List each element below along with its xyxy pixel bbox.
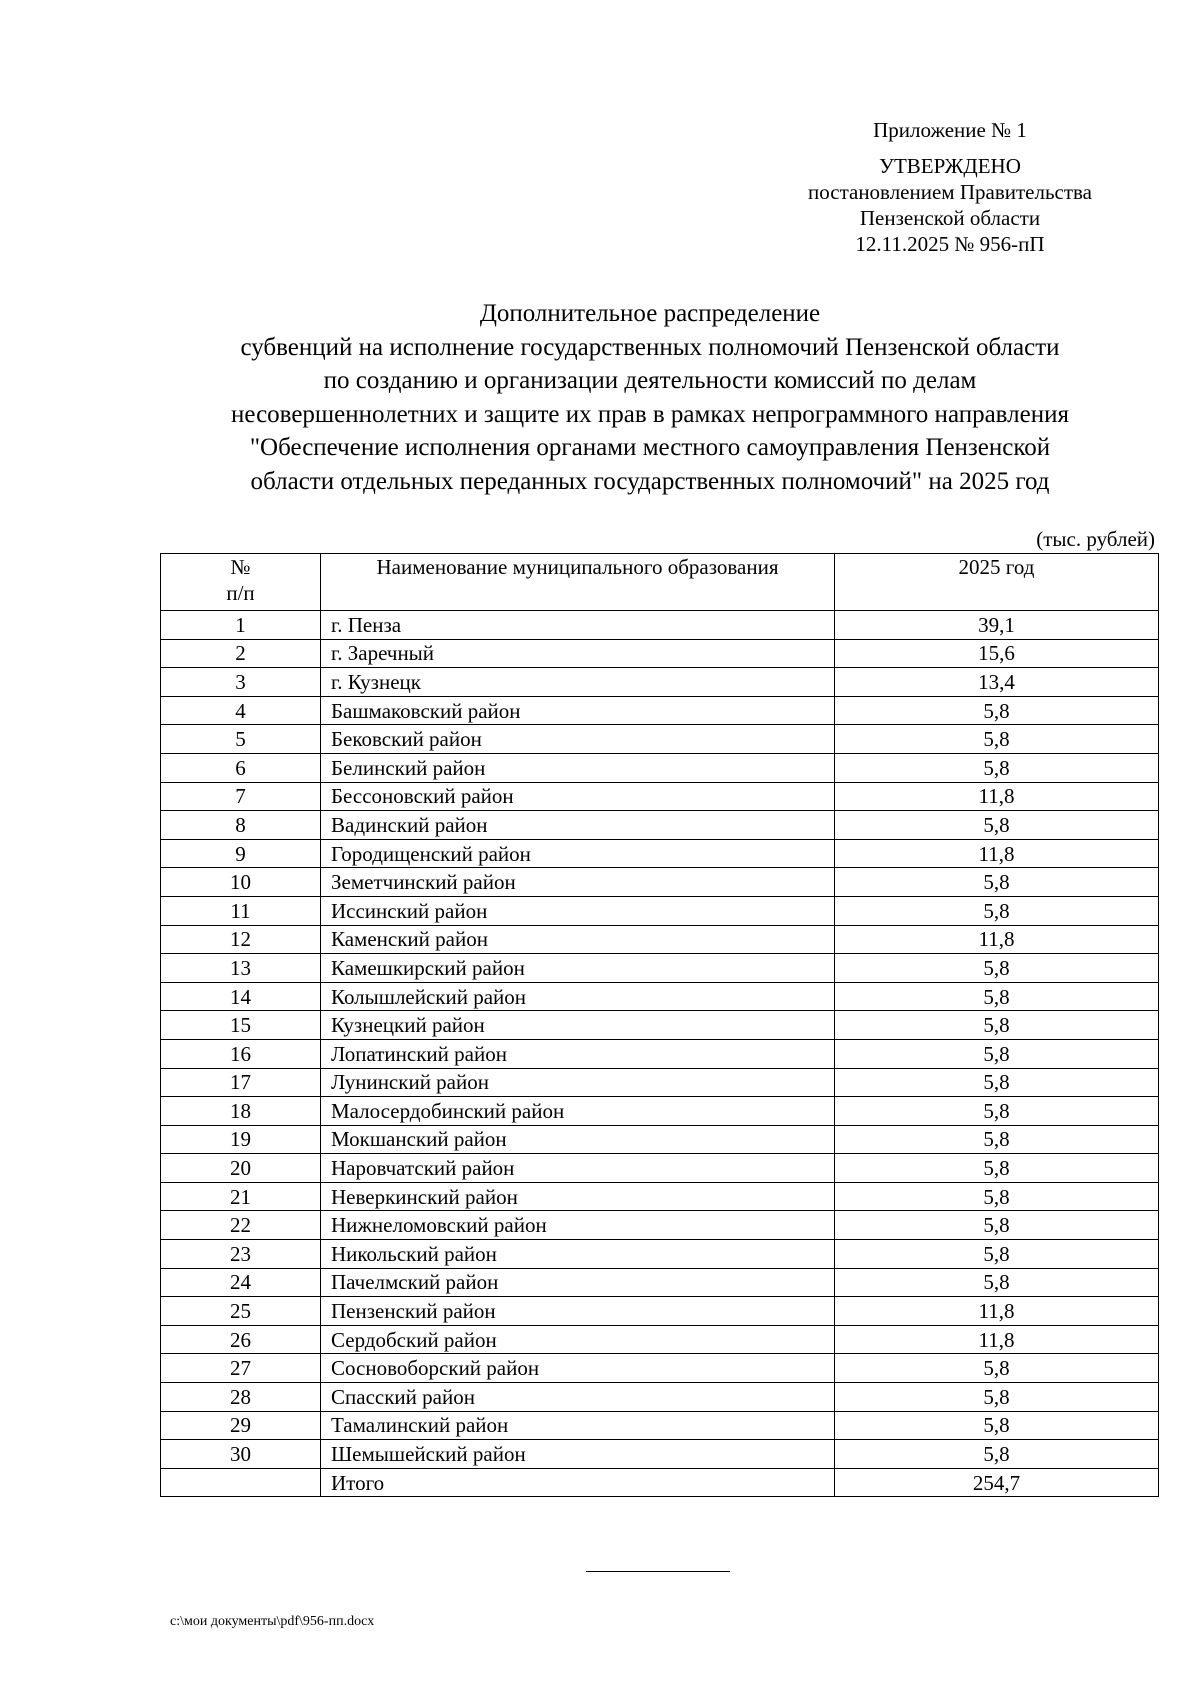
title-line: несовершеннолетних и защите их прав в рамках непрограммного направления	[230, 400, 1069, 428]
table-row	[161, 1125, 1159, 1154]
row-name: Бессоновский район	[321, 782, 835, 811]
row-num: 14	[161, 982, 321, 1011]
table-row	[161, 1354, 1159, 1383]
row-value: 39,1	[835, 611, 1159, 640]
table-row	[161, 668, 1159, 697]
row-value: 5,8	[835, 954, 1159, 983]
row-value: 5,8	[835, 1182, 1159, 1211]
table-row	[161, 925, 1159, 954]
row-name: Вадинский район	[321, 811, 835, 840]
row-num: 1	[161, 611, 321, 640]
row-num: 7	[161, 782, 321, 811]
row-value: 5,8	[835, 1125, 1159, 1154]
row-name: Колышлейский район	[321, 982, 835, 1011]
table-row	[161, 1039, 1159, 1068]
table-row	[161, 1182, 1159, 1211]
row-num: 3	[161, 668, 321, 697]
row-name: Лунинский район	[321, 1068, 835, 1097]
row-name: Никольский район	[321, 1240, 835, 1269]
row-num: 11	[161, 896, 321, 925]
row-num: 24	[161, 1268, 321, 1297]
row-num: 25	[161, 1297, 321, 1326]
table-row	[161, 954, 1159, 983]
row-value: 13,4	[835, 668, 1159, 697]
end-rule	[586, 1571, 730, 1572]
row-num: 15	[161, 1011, 321, 1040]
row-name: Наровчатский район	[321, 1154, 835, 1183]
row-name: г. Пенза	[321, 611, 835, 640]
table-row	[161, 1097, 1159, 1126]
row-name: Пензенский район	[321, 1297, 835, 1326]
row-name: Мокшанский район	[321, 1125, 835, 1154]
distribution-table	[160, 553, 1159, 1497]
table-row	[161, 839, 1159, 868]
row-num: 27	[161, 1354, 321, 1383]
document-title	[150, 297, 1150, 498]
row-name: Пачелмский район	[321, 1268, 835, 1297]
title-line: "Обеспечение исполнения органами местного самоуправления Пензенской	[249, 434, 1051, 461]
row-num: 5	[161, 725, 321, 754]
row-value: 5,8	[835, 868, 1159, 897]
title-line: субвенций на исполнение государственных полномочий Пензенской области	[240, 333, 1060, 361]
table-row	[161, 1411, 1159, 1440]
row-name: Кузнецкий район	[321, 1011, 835, 1040]
table-row	[161, 896, 1159, 925]
table-row	[161, 811, 1159, 840]
file-path-footer: c:\мои документы\pdf\956-пп.docx	[170, 1614, 375, 1629]
decree-reference: 12.11.2025 № 956-пП	[855, 232, 1045, 256]
header-num-pp: п/п	[226, 581, 255, 605]
row-value: 11,8	[835, 925, 1159, 954]
row-num: 10	[161, 868, 321, 897]
table-row	[161, 1268, 1159, 1297]
table-row	[161, 1297, 1159, 1326]
row-name: Лопатинский район	[321, 1039, 835, 1068]
row-num: 21	[161, 1182, 321, 1211]
row-num: 13	[161, 954, 321, 983]
row-value: 5,8	[835, 811, 1159, 840]
row-num: 12	[161, 925, 321, 954]
annex-label: Приложение № 1	[873, 118, 1027, 142]
row-num: 22	[161, 1211, 321, 1240]
row-num: 9	[161, 839, 321, 868]
row-name: Башмаковский район	[321, 696, 835, 725]
row-name: Шемышейский район	[321, 1440, 835, 1469]
row-name: Городищенский район	[321, 839, 835, 868]
table-row	[161, 782, 1159, 811]
row-value: 254,7	[835, 1468, 1159, 1497]
row-value: 5,8	[835, 1383, 1159, 1412]
row-value: 5,8	[835, 1039, 1159, 1068]
header-year: 2025 год	[835, 554, 1159, 611]
table-row	[161, 696, 1159, 725]
title-line: области отдельных переданных государственных полномочий" на 2025 год	[250, 467, 1050, 495]
row-value: 5,8	[835, 1411, 1159, 1440]
row-value: 15,6	[835, 639, 1159, 668]
row-name: Итого	[321, 1468, 835, 1497]
table-row	[161, 725, 1159, 754]
table-row	[161, 1383, 1159, 1412]
row-value: 5,8	[835, 1097, 1159, 1126]
approved-region: Пензенской области	[859, 206, 1041, 230]
row-num: 8	[161, 811, 321, 840]
table-row	[161, 1068, 1159, 1097]
row-value: 5,8	[835, 982, 1159, 1011]
table-row	[161, 982, 1159, 1011]
table-row	[161, 753, 1159, 782]
total-row	[161, 1468, 1159, 1497]
table-row	[161, 1154, 1159, 1183]
row-name: Сосновоборский район	[321, 1354, 835, 1383]
row-value: 5,8	[835, 1354, 1159, 1383]
row-name: Иссинский район	[321, 896, 835, 925]
row-num: 23	[161, 1240, 321, 1269]
row-value: 5,8	[835, 1154, 1159, 1183]
row-value: 11,8	[835, 782, 1159, 811]
row-num: 6	[161, 753, 321, 782]
row-name: Земетчинский район	[321, 868, 835, 897]
row-name: Тамалинский район	[321, 1411, 835, 1440]
row-num: 20	[161, 1154, 321, 1183]
row-value: 11,8	[835, 839, 1159, 868]
row-num: 30	[161, 1440, 321, 1469]
row-num: 28	[161, 1383, 321, 1412]
row-value: 5,8	[835, 1068, 1159, 1097]
row-name: Неверкинский район	[321, 1182, 835, 1211]
table-header-row	[161, 554, 1159, 611]
title-line: по созданию и организации деятельности комиссий по делам	[323, 367, 977, 394]
row-value: 5,8	[835, 1240, 1159, 1269]
header-num	[161, 554, 321, 611]
table-row	[161, 611, 1159, 640]
row-name: Бековский район	[321, 725, 835, 754]
table-body	[161, 611, 1159, 1497]
table-row	[161, 1011, 1159, 1040]
row-name: Каменский район	[321, 925, 835, 954]
row-num: 2	[161, 639, 321, 668]
row-value: 5,8	[835, 896, 1159, 925]
row-name: Белинский район	[321, 753, 835, 782]
row-value: 5,8	[835, 725, 1159, 754]
table-row	[161, 1440, 1159, 1469]
row-num: 19	[161, 1125, 321, 1154]
row-name: Нижнеломовский район	[321, 1211, 835, 1240]
row-value: 5,8	[835, 1440, 1159, 1469]
approved-by: постановлением Правительства	[807, 180, 1092, 204]
row-value: 5,8	[835, 696, 1159, 725]
approved-label: УТВЕРЖДЕНО	[879, 154, 1021, 178]
row-num: 18	[161, 1097, 321, 1126]
row-value: 5,8	[835, 1211, 1159, 1240]
row-value: 5,8	[835, 1268, 1159, 1297]
header-num-symbol: №	[230, 555, 251, 579]
row-value: 11,8	[835, 1325, 1159, 1354]
row-name: г. Кузнецк	[321, 668, 835, 697]
table-row	[161, 639, 1159, 668]
row-num: 17	[161, 1068, 321, 1097]
row-num: 16	[161, 1039, 321, 1068]
row-num	[161, 1468, 321, 1497]
row-name: Спасский район	[321, 1383, 835, 1412]
table-row	[161, 1240, 1159, 1269]
row-value: 11,8	[835, 1297, 1159, 1326]
title-line: Дополнительное распределение	[479, 300, 821, 327]
table-row	[161, 1325, 1159, 1354]
table-row	[161, 868, 1159, 897]
table-row	[161, 1211, 1159, 1240]
row-value: 5,8	[835, 753, 1159, 782]
row-name: Малосердобинский район	[321, 1097, 835, 1126]
row-num: 29	[161, 1411, 321, 1440]
header-name: Наименование муниципального образования	[321, 554, 835, 611]
row-num: 4	[161, 696, 321, 725]
row-name: г. Заречный	[321, 639, 835, 668]
row-num: 26	[161, 1325, 321, 1354]
units-label: (тыс. рублей)	[1036, 527, 1155, 551]
row-value: 5,8	[835, 1011, 1159, 1040]
row-name: Сердобский район	[321, 1325, 835, 1354]
row-name: Камешкирский район	[321, 954, 835, 983]
